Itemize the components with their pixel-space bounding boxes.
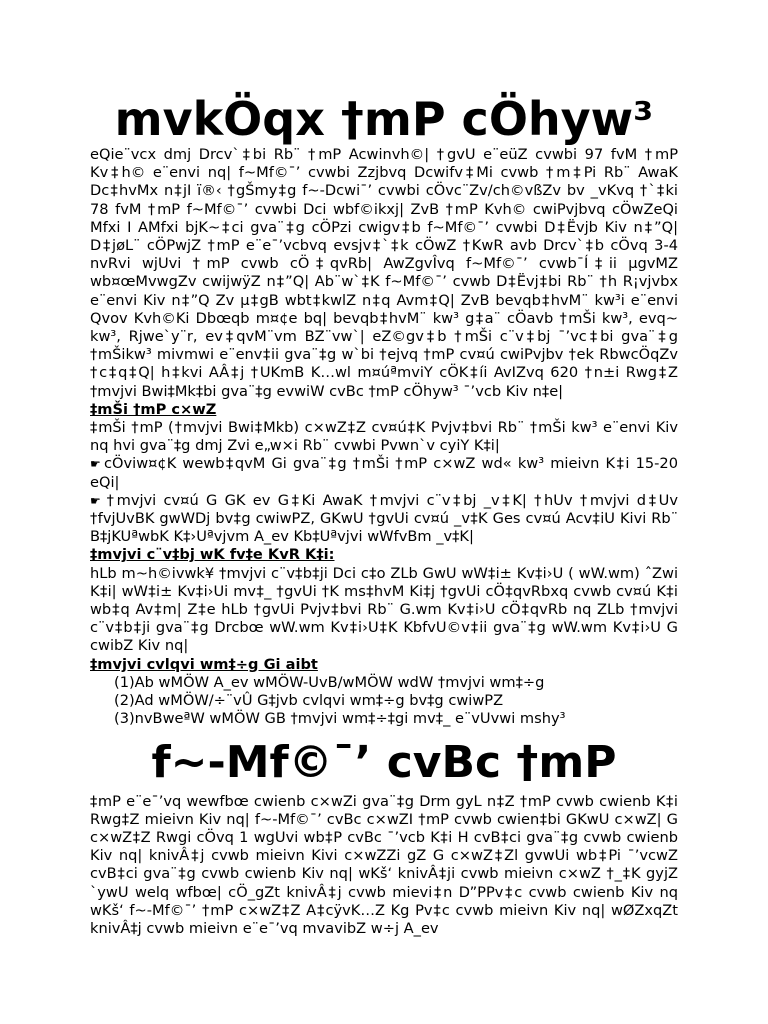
how-panel-works-paragraph: hLb m~h©ivwk¥ †mvjvi c¨v‡b‡ji Dci c‡o ZLb GwU wW‡i± Kv‡i›U ( wW.wm) ˆZwi K‡i| wW‡i± Kv‡i›Ui mv‡_ †gvUi †K ms‡hvM Ki‡j †gvUi cÖ‡qvRbxq cvwb cv¤ú K‡i wb‡q Av‡m| Z‡e hLb †gvUi Pvjv‡bvi Rb¨ G.wm Kv‡i›U cÖ‡qvRb nq ZLb †mvjvi c¨v‡b‡ji gva¨‡g Drcbœ wW.wm Kv‡i›U‡K KbfvU©v‡ii gva¨‡g wW.wm Kv‡i›U G cwibZ Kiv nq|: [90, 564, 678, 655]
bullet-item: [90, 492, 678, 547]
page-title: mvkÖqx †mP cÖhyw³: [114, 92, 654, 146]
section-heading-system-types: ‡mvjvi cvlqvi wm‡÷g Gi aibt: [90, 655, 318, 673]
underground-pipe-paragraph: ‡mP e¨e¯’vq wewfbœ cwienb c×wZi gva¨‡g Drm gyL n‡Z †mP cvwb cwienb K‡i Rwg‡Z mieivn Kiv nq| f~-Mf©¯’ cvBc c×wZI †mP cvwb cwien‡bi GKwU c×wZ| G c×wZ‡Z Rwgi cÖvq 1 wgUvi wb‡P cvBc ¯’vcb K‡i H cvB‡ci gva¨‡g cvwb cwienb Kiv nq| knivÂ‡j cvwb mieivn Kivi c×wZZi gZ G c×wZ‡Zl gvwUi wb‡Pi ¯’vcwZ cvB‡ci gva¨‡g cvwb cwienb Kiv nq| wKš‘ knivÂ‡ji cvwb mieivn c×wZ †_‡K gyjZ `ywU welq wfbœ| cÖ_gZt knivÂ‡j cvwb mievi‡n D”PPv‡c cvwb cwienb Kiv nq wKš‘ f~-Mf©¯’ †mP c×wZ‡Z A‡cÿvK…Z Kg Pv‡c cvwb mieivn Kiv nq| wØZxqZt knivÂ‡j cvwb mieivn e¨e¯’vq mvavibZ w÷j A_ev: [90, 792, 678, 937]
section-heading-how-panel-works: ‡mvjvi c¨v‡bj wK fv‡e KvR K‡i:: [90, 546, 335, 564]
bullet-item: [90, 455, 678, 491]
section-heading-solar-irrigation: ‡mŠi †mP c×wZ: [90, 400, 217, 418]
bullet-text: †mvjvi cv¤ú G GK ev G‡Ki AwaK †mvjvi c¨v‡bj _v‡K| †hUv †mvjvi d‡Uv †fvjUvBK gwWDj bv‡g cwiwPZ, GKwU †gvUi cv¤ú _v‡K Ges cv¤ú Acv‡iU Kivi Rb¨ B‡jKUªwbK K‡›Uªvjvm A_ev Kb‡Uªvjvi wWfvBm _v‡K|: [90, 491, 678, 546]
bullet-arrow-icon: ☛: [90, 457, 101, 472]
section-title: f~-Mf©¯’ cvBc †mP: [151, 736, 617, 788]
intro-paragraph: eQie¨vcx dmj Drcv`‡bi Rb¨ †mP Acwinvh©| †gvU e¨eüZ cvwbi 97 fvM †mP Kv‡h© e¨envi nq| f~Mf©¯’ cvwbi Zzjbvq Dcwifv‡Mi cvwb †m‡Pi Rb¨ AwaK Dc‡hvMx n‡jI ï®‹ †gŠmy‡g f~-Dcwi¯’ cvwbi cÖvc¨Zv/ch©vßZv bv _vKvq †`‡ki 78 fvM †mP f~Mf©¯’ cvwbi Dci wbf©ikxj| ZvB †mP Kvh© cwiPvjbvq cÖwZeQi Mfxi I AMfxi bjK~‡ci gva¨‡g cÖPzi cwigv‡b f~Mf©¯’ cvwbi D‡Ëvjb Kiv n‡”Q| D‡jøL¨ cÖPwjZ †mP e¨e¯’vcbvq evsjv‡`‡k cÖwZ †KwR avb Drcv`‡b cÖvq 3-4 nvRvi wjUvi †mP cvwb cÖ‡qvRb| AwZgvÎvq f~Mf©¯’ cvwb¯Í‡ii µgvMZ wb¤œMvwgZv cwijwÿZ n‡”Q| Ab¨w`‡K f~Mf©¯’ cvwb D‡Ëvj‡bi Rb¨ †h R¡vjvbx e¨envi Kiv n‡”Q Zv µ‡gB wbt‡kwlZ n‡q Avm‡Q| ZvB bevqb‡hvM¨ kw³i e¨envi Qvov Kvh©Ki Dbœqb m¤¢e bq| bevqb‡hvM¨ kw³ g‡a¨ cÖavb †mŠi kw³, evq~ kw³, Rjwe`y¨r, ev‡qvM¨vm BZ¨vw`| eZ©gv‡b †mŠi c¨v‡bj ¯’vc‡bi gva¨‡g †mŠikw³ mivmwi e¨env‡ii gva¨‡g w`bi †ejvq †mP cv¤ú cwiPvjbv †ek RbwcÖqZv †c‡q‡Q| h‡kvi AÂ‡j †UKmB K…wl m¤úªmviY cÖK‡íi AvIZvq 620 †n±i Rwg‡Z †mvjvi Bwi‡Mk‡bi gva¨‡g evwiW cvBc †mP cÖhyw³ ¯’vcb Kiv n‡e|: [90, 146, 678, 400]
system-types-list: [90, 674, 678, 729]
list-item: (2)Ad wMÖW/÷¨vÛ G‡jvb cvlqvi wm‡÷g bv‡g cwiwPZ: [114, 692, 504, 710]
list-item: (3)nvBweªW wMÖW GB †mvjvi wm‡÷‡gi mv‡_ e¨vUvwi mshy³: [114, 710, 566, 728]
list-item: (1)Ab wMÖW A_ev wMÖW-UvB/wMÖW wdW †mvjvi wm‡÷g: [114, 673, 545, 691]
bullet-text: cÖviw¤¢K wewb‡qvM Gi gva¨‡g †mŠi †mP c×wZ wd« kw³ mieivn K‡i 15-20 eQi|: [90, 455, 678, 491]
bullet-arrow-icon: ☛: [90, 493, 101, 508]
solar-irrigation-paragraph: ‡mŠi †mP (†mvjvi Bwi‡Mkb) c×wZ‡Z cv¤ú‡K Pvjv‡bvi Rb¨ †mŠi kw³ e¨envi Kiv nq hvi gva¨‡g dmj Zvi e„w×i Rb¨ cvwbi Pvwn`v cyiY K‡i|: [90, 419, 678, 455]
